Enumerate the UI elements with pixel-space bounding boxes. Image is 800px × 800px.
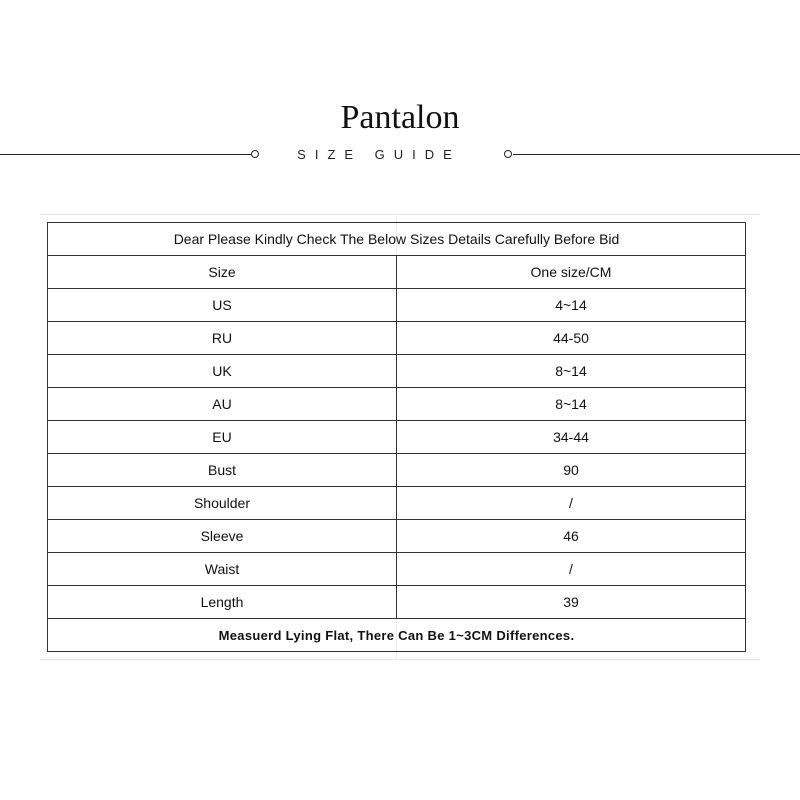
table-heading: Dear Please Kindly Check The Below Sizes Details Carefully Before Bid [48,223,746,256]
row-value: 4~14 [397,289,746,322]
row-value: 44-50 [397,322,746,355]
row-value: 34-44 [397,421,746,454]
faint-guide-bottom [40,659,760,660]
table-heading-row [48,223,746,256]
column-header-one-size: One size/CM [397,256,746,289]
table-row [48,289,746,322]
row-label: Waist [48,553,397,586]
circle-ornament-left-icon [251,150,259,158]
table-row [48,322,746,355]
table-row [48,355,746,388]
measurement-notice: Measuerd Lying Flat, There Can Be 1~3CM Differences. [48,619,746,652]
row-label: Bust [48,454,397,487]
table-row [48,421,746,454]
size-guide-banner [0,144,800,166]
table-row [48,454,746,487]
row-value: 39 [397,586,746,619]
table-row [48,553,746,586]
table-row [48,520,746,553]
size-guide-subtitle: SIZE GUIDE [297,147,461,162]
row-value: 46 [397,520,746,553]
size-chart-table [47,222,746,652]
row-label: Length [48,586,397,619]
faint-guide-top [40,214,760,215]
row-label: Sleeve [48,520,397,553]
table-header-row [48,256,746,289]
row-label: EU [48,421,397,454]
column-header-size: Size [48,256,397,289]
row-label: Shoulder [48,487,397,520]
row-value: 8~14 [397,388,746,421]
row-label: AU [48,388,397,421]
table-row [48,487,746,520]
page-title: Pantalon [340,99,460,136]
row-value: / [397,553,746,586]
row-label: RU [48,322,397,355]
divider-line-right [513,154,800,155]
row-value: 90 [397,454,746,487]
row-label: UK [48,355,397,388]
row-value: 8~14 [397,355,746,388]
table-row [48,388,746,421]
circle-ornament-right-icon [504,150,512,158]
table-row [48,586,746,619]
table-footer-row [48,619,746,652]
row-label: US [48,289,397,322]
divider-line-left [0,154,251,155]
row-value: / [397,487,746,520]
